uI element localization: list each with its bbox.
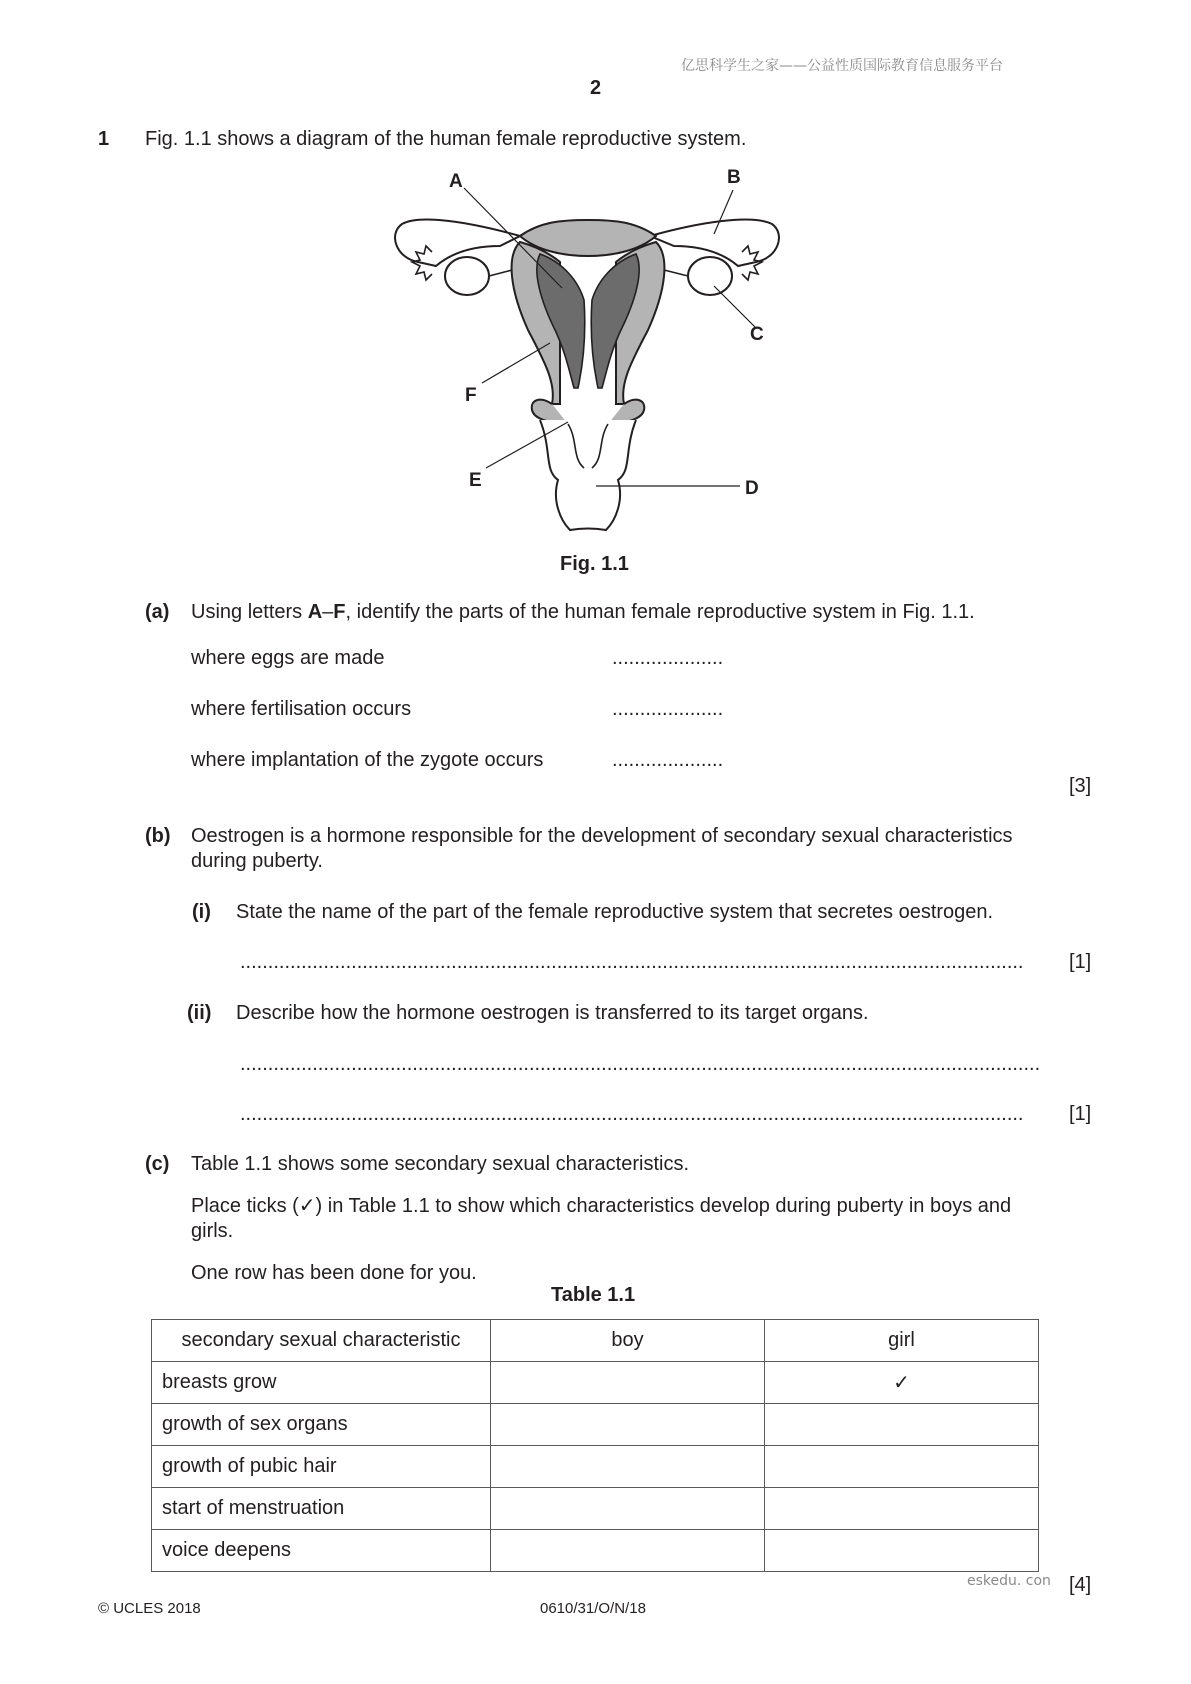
row-boy-cell[interactable] bbox=[491, 1446, 765, 1488]
row-girl-cell[interactable] bbox=[765, 1530, 1039, 1572]
part-b-ii-marks: [1] bbox=[1069, 1103, 1092, 1125]
part-b-text-line1: Oestrogen is a hormone responsible for the development of secondary sexual characteristics bbox=[191, 825, 1013, 847]
row-girl-cell[interactable] bbox=[765, 1488, 1039, 1530]
part-a-item-implantation: where implantation of the zygote occurs bbox=[191, 749, 544, 771]
row-girl-cell[interactable] bbox=[765, 1446, 1039, 1488]
table-row bbox=[152, 1530, 1039, 1572]
page-number: 2 bbox=[590, 77, 602, 99]
footer-code: 0610/31/O/N/18 bbox=[540, 1600, 646, 1617]
table-title: Table 1.1 bbox=[551, 1284, 636, 1306]
part-a-label: (a) bbox=[145, 601, 170, 623]
left-ovary bbox=[445, 257, 489, 295]
row-boy-cell[interactable] bbox=[491, 1530, 765, 1572]
part-b-text-line2: during puberty. bbox=[191, 850, 323, 872]
part-c-instruction-line1: Place ticks (✓) in Table 1.1 to show which characteristics develop during puberty in boys and bbox=[191, 1195, 1012, 1217]
label-C: C bbox=[750, 324, 764, 345]
part-b-i-label: (i) bbox=[192, 901, 211, 923]
row-characteristic: voice deepens bbox=[152, 1530, 491, 1572]
part-a-item-eggs: where eggs are made bbox=[191, 647, 385, 669]
figure-caption: Fig. 1.1 bbox=[560, 553, 629, 575]
table-row bbox=[152, 1404, 1039, 1446]
part-a-marks: [3] bbox=[1069, 775, 1092, 797]
characteristics-table bbox=[151, 1319, 1039, 1572]
part-c-label: (c) bbox=[145, 1153, 170, 1175]
table-row bbox=[152, 1362, 1039, 1404]
part-a-question: Using letters A–F, identify the parts of the human female reproductive system in Fig. 1.1. bbox=[191, 601, 975, 623]
footer-copyright: © UCLES 2018 bbox=[98, 1600, 201, 1617]
part-c-marks: [4] bbox=[1069, 1574, 1092, 1596]
part-b-label: (b) bbox=[145, 825, 171, 847]
question-number: 1 bbox=[98, 128, 110, 150]
site-watermark: eskedu. con bbox=[967, 1573, 1051, 1589]
label-A: A bbox=[449, 171, 463, 192]
part-b-i-question: State the name of the part of the female reproductive system that secretes oestrogen. bbox=[236, 901, 994, 923]
row-characteristic: growth of pubic hair bbox=[152, 1446, 491, 1488]
label-E: E bbox=[469, 470, 482, 491]
part-b-ii-label: (ii) bbox=[187, 1002, 212, 1024]
header-boy: boy bbox=[491, 1320, 765, 1362]
part-b-ii-question: Describe how the hormone oestrogen is transferred to its target organs. bbox=[236, 1002, 869, 1024]
header-girl: girl bbox=[765, 1320, 1039, 1362]
label-B: B bbox=[727, 167, 741, 188]
part-b-i-answer-line[interactable]: ............................................................................................................................................. bbox=[240, 951, 1024, 973]
row-boy-cell[interactable] bbox=[491, 1488, 765, 1530]
part-a-item-fertilisation: where fertilisation occurs bbox=[191, 698, 412, 720]
row-girl-cell[interactable] bbox=[765, 1404, 1039, 1446]
part-c-note: One row has been done for you. bbox=[191, 1262, 477, 1284]
table-row bbox=[152, 1488, 1039, 1530]
row-characteristic: growth of sex organs bbox=[152, 1404, 491, 1446]
part-a-answer-eggs[interactable]: .................... bbox=[612, 647, 724, 669]
question-intro: Fig. 1.1 shows a diagram of the human female reproductive system. bbox=[145, 128, 747, 150]
row-boy-cell[interactable] bbox=[491, 1362, 765, 1404]
part-a-answer-implantation[interactable]: .................... bbox=[612, 749, 724, 771]
row-characteristic: start of menstruation bbox=[152, 1488, 491, 1530]
table-row bbox=[152, 1446, 1039, 1488]
vagina bbox=[540, 420, 636, 530]
label-D: D bbox=[745, 478, 759, 499]
label-F: F bbox=[465, 385, 477, 406]
right-ovary bbox=[688, 257, 732, 295]
part-c-instruction-line2: girls. bbox=[191, 1220, 234, 1242]
header-watermark: 亿思科学生之家——公益性质国际教育信息服务平台 bbox=[681, 58, 1003, 74]
part-b-ii-answer-line-1[interactable]: ................................................................................................................................................ bbox=[240, 1053, 1041, 1075]
header-characteristic: secondary sexual characteristic bbox=[152, 1320, 491, 1362]
part-b-i-marks: [1] bbox=[1069, 951, 1092, 973]
part-b-ii-answer-line-2[interactable]: ............................................................................................................................................. bbox=[240, 1103, 1024, 1125]
table-header-row bbox=[152, 1320, 1039, 1362]
reproductive-system-diagram bbox=[380, 160, 800, 540]
row-girl-cell[interactable]: ✓ bbox=[765, 1362, 1039, 1404]
row-characteristic: breasts grow bbox=[152, 1362, 491, 1404]
part-a-answer-fertilisation[interactable]: .................... bbox=[612, 698, 724, 720]
part-c-text: Table 1.1 shows some secondary sexual characteristics. bbox=[191, 1153, 690, 1175]
row-boy-cell[interactable] bbox=[491, 1404, 765, 1446]
